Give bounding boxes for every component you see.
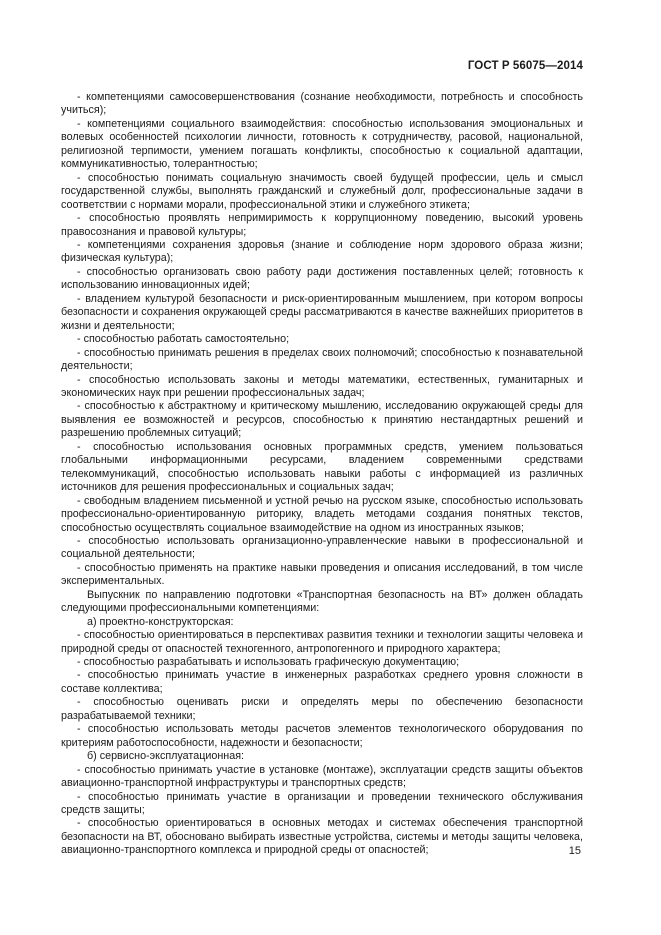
- paragraph: - способностью к абстрактному и критическому мышлению, исследованию окружающей среды для выявления ее возможностей и ресурсов, способностью к принятию нестандартных решений и разрешению проблемных ситуаций;: [61, 400, 583, 440]
- paragraph: - способностью принимать участие в установке (монтаже), эксплуатации средств защиты объектов авиационно-транспортной инфраструктуры и транспортных средств;: [61, 763, 583, 790]
- standard-header: ГОСТ Р 56075—2014: [467, 60, 583, 72]
- paragraph: - способностью оценивать риски и определять меры по обеспечению безопасности разрабатываемой техники;: [61, 696, 583, 722]
- paragraph: - способностью использовать организационно-управленческие навыки в профессиональной и социальной деятельности;: [61, 534, 583, 561]
- paragraph: - способностью применять на практике навыки проведения и описания исследований, в том числе экспериментальных.: [61, 561, 583, 588]
- section-heading: а) проектно-конструкторская:: [87, 615, 234, 628]
- paragraph: - способностью проявлять непримиримость к коррупционному поведению, высокий уровень правосознания и правовой культуры;: [61, 212, 583, 238]
- paragraph: - компетенциями социального взаимодействия: способностью использования эмоциональных и волевых особенностей психологии личности, готовность к сотрудничеству, расовой, национальной, религиозной терпимости, умением погашать конфликты, способностью к социальной адаптации, коммуникативностью, толерантностью;: [61, 117, 583, 171]
- paragraph: - способностью использования основных программных средств, умением пользоваться глобальными информационными ресурсами, владением современными средствами телекоммуникаций, способностью использовать навыки работы с информацией из различных источников для решения профессиональных и социальных задач;: [61, 440, 583, 494]
- paragraph: - способностью работать самостоятельно;: [77, 333, 290, 346]
- paragraph: - способностью организовать свою работу ради достижения поставленных целей; готовность к использованию инновационных идей;: [61, 265, 583, 292]
- paragraph: - способностью принимать решения в пределах своих полномочий; способностью к познавательной деятельности;: [61, 346, 583, 373]
- paragraph: - способностью принимать участие в инженерных разработках среднего уровня сложности в составе коллектива;: [61, 669, 583, 695]
- section-heading: б) сервисно-эксплуатационная:: [87, 750, 244, 763]
- graduate-paragraph: Выпускник по направлению подготовки «Транспортная безопасность на ВТ» должен обладать следующими профессиональными компетенциями:: [61, 588, 583, 615]
- paragraph: - способностью разрабатывать и использовать графическую документацию;: [77, 656, 460, 669]
- paragraph: - способностью принимать участие в организации и проведении технического обслуживания средств защиты;: [61, 790, 583, 817]
- paragraph: - способностью ориентироваться в основных методах и системах обеспечения транспортной безопасности на ВТ, обосновано выбирать известные устройства, системы и методы защиты человека, авиационно-транспортного комплекса и природной среды от опасностей;: [61, 817, 583, 857]
- paragraph: - способностью использовать законы и методы математики, естественных, гуманитарных и экономических наук при решении профессиональных задач;: [61, 373, 583, 399]
- paragraph: - способностью ориентироваться в перспективах развития техники и технологии защиты человека и природной среды от опасностей техногенного, антропогенного и природного характера;: [61, 629, 583, 655]
- paragraph: - способностью использовать методы расчетов элементов технологического оборудования по критериям работоспособности, надежности и безопасности;: [61, 723, 583, 749]
- paragraph: - владением культурой безопасности и риск-ориентированным мышлением, при котором вопросы безопасности и сохранения окружающей среды рассматриваются в качестве важнейших приоритетов в жизни и деятельности;: [61, 292, 583, 332]
- paragraph: - способностью понимать социальную значимость своей будущей профессии, цель и смысл государственной службы, выполнять гражданский и служебный долг, профессиональные задачи в соответствии с нормами морали, профессиональной этики и служебного этикета;: [61, 171, 583, 211]
- page-number: 15: [568, 845, 581, 857]
- paragraph: - свободным владением письменной и устной речью на русском языке, способностью использовать профессионально-ориентированную риторику, владеть методами создания понятных текстов, способностью осуществлять социальное взаимодействие на одном из иностранных языков;: [61, 494, 583, 534]
- document-body: [61, 91, 583, 858]
- paragraph: - компетенциями самосовершенствования (сознание необходимости, потребность и способность учиться);: [61, 91, 583, 117]
- paragraph: - компетенциями сохранения здоровья (знание и соблюдение норм здорового образа жизни; физическая культура);: [61, 238, 583, 265]
